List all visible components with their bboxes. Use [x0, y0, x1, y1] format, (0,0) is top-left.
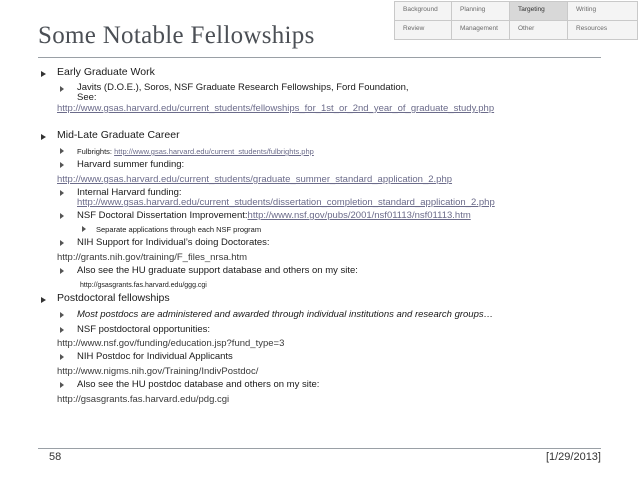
list-item-see: See:	[77, 92, 97, 103]
list-item-fulbrights	[77, 146, 314, 157]
list-item-hu-graduate-db: Also see the HU graduate support database and others on my site:	[77, 265, 358, 276]
list-item-separate-apps: Separate applications through each NSF program	[96, 225, 262, 234]
list-item-postdoc-note: Most postdocs are administered and awarded through individual institutions and research groups…	[77, 309, 494, 320]
bullet-icon	[60, 240, 64, 246]
section-mid-late-career: Mid-Late Graduate Career	[57, 129, 180, 141]
bullet-icon	[60, 86, 64, 92]
list-item-harvard-summer: Harvard summer funding:	[77, 159, 185, 170]
link-nsf-ddi[interactable]: http://www.nsf.gov/pubs/2001/nsf01113/nsf01113.htm	[247, 210, 471, 221]
nav-review[interactable]: Review	[394, 21, 452, 40]
list-item-nsf-ddi	[77, 210, 471, 221]
bullet-icon	[60, 312, 64, 318]
footer-divider	[38, 448, 601, 449]
bullet-icon	[41, 71, 46, 77]
nav-management[interactable]: Management	[452, 21, 510, 40]
bullet-icon	[60, 268, 64, 274]
list-item-javits: Javits (D.O.E.), Soros, NSF Graduate Research Fellowships, Ford Foundation,	[77, 82, 409, 93]
section-postdoctoral: Postdoctoral fellowships	[57, 292, 170, 304]
link-dissertation-completion[interactable]: http://www.gsas.harvard.edu/current_students/dissertation_completion_standard_application_2.php	[77, 197, 495, 208]
list-item-nsf-postdoc: NSF postdoctoral opportunities:	[77, 324, 211, 335]
nav-writing[interactable]: Writing	[568, 2, 638, 21]
link-nih-nrsa[interactable]: http://grants.nih.gov/training/F_files_nrsa.htm	[57, 252, 248, 263]
link-pdg[interactable]: http://gsasgrants.fas.harvard.edu/pdg.cgi	[57, 394, 230, 405]
nav-resources[interactable]: Resources	[568, 21, 638, 40]
section-nav-grid	[394, 1, 638, 40]
list-item-nih-support: NIH Support for Individual’s doing Doctorates:	[77, 237, 270, 248]
link-ggg[interactable]: http://gsasgrants.fas.harvard.edu/ggg.cgi	[80, 282, 207, 289]
nav-other[interactable]: Other	[510, 21, 568, 40]
title-divider	[38, 57, 601, 58]
bullet-icon	[60, 148, 64, 154]
slide-title: Some Notable Fellowships	[38, 22, 315, 49]
bullet-icon	[60, 190, 64, 196]
bullet-icon	[60, 162, 64, 168]
bullet-icon	[60, 382, 64, 388]
slide-date: [1/29/2013]	[545, 451, 601, 463]
nav-background[interactable]: Background	[394, 2, 452, 21]
link-fellowships-1st-2nd-year[interactable]: http://www.gsas.harvard.edu/current_students/fellowships_for_1st_or_2nd_year_of_graduate_study.php	[57, 103, 495, 114]
bullet-icon	[41, 134, 46, 140]
nav-planning[interactable]: Planning	[452, 2, 510, 21]
nav-targeting[interactable]: Targeting	[510, 2, 568, 21]
bullet-icon	[60, 327, 64, 333]
list-item-internal-harvard: Internal Harvard funding:	[77, 187, 182, 198]
link-summer-application[interactable]: http://www.gsas.harvard.edu/current_students/graduate_summer_standard_application_2.php	[57, 174, 453, 185]
nsf-ddi-label: NSF Doctoral Dissertation Improvement:	[77, 210, 248, 221]
list-item-hu-postdoc-db: Also see the HU postdoc database and others on my site:	[77, 379, 320, 390]
bullet-icon	[60, 354, 64, 360]
bullet-icon	[41, 297, 46, 303]
page-number: 58	[49, 451, 62, 463]
link-nigms[interactable]: http://www.nigms.nih.gov/Training/IndivPostdoc/	[57, 366, 259, 377]
fulbrights-label: Fulbrights:	[77, 147, 115, 156]
list-item-nih-postdoc: NIH Postdoc for Individual Applicants	[77, 351, 233, 362]
section-early-graduate: Early Graduate Work	[57, 66, 155, 78]
bullet-icon	[60, 213, 64, 219]
link-nsf-postdoc[interactable]: http://www.nsf.gov/funding/education.jsp?fund_type=3	[57, 338, 285, 349]
link-fulbrights[interactable]: http://www.gsas.harvard.edu/current_students/fulbrights.php	[114, 147, 314, 156]
bullet-icon	[82, 226, 86, 232]
